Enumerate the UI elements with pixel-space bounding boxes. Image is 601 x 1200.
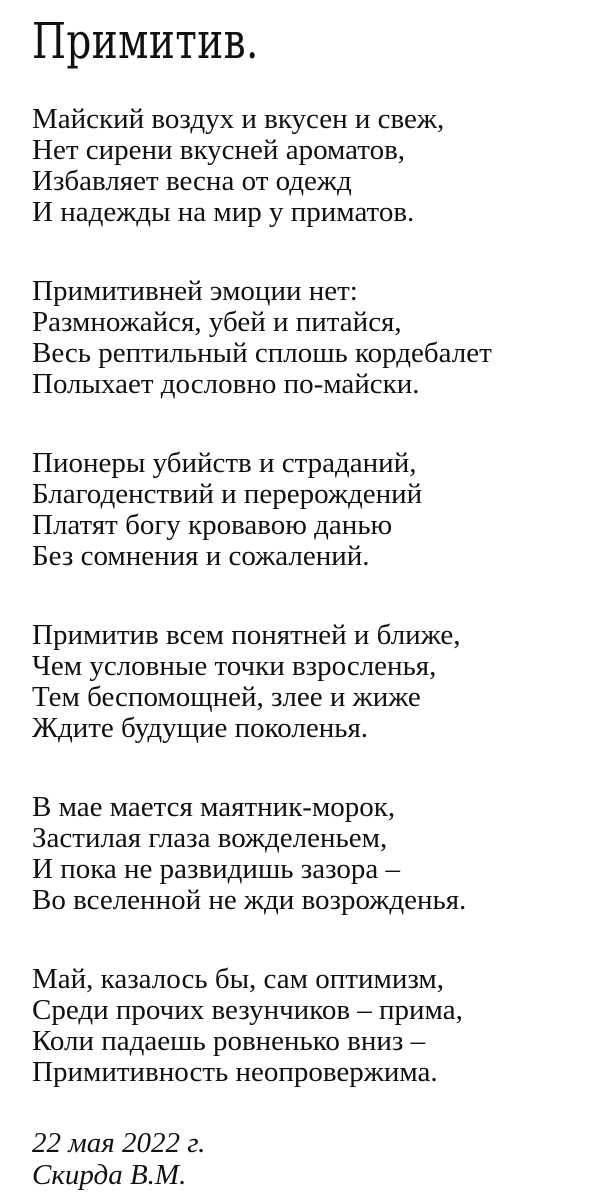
- poem-line: Весь рептильный сплошь кордебалет: [32, 337, 492, 369]
- poem-line: Нет сирени вкусней ароматов,: [32, 134, 406, 166]
- stanza-2: [32, 276, 592, 448]
- poem-line: Тем беспомощней, злее и жиже: [32, 681, 421, 713]
- signature-block: [32, 1127, 205, 1191]
- poem-line: Май, казалось бы, сам оптимизм,: [32, 963, 444, 995]
- poem-body: [32, 104, 592, 1136]
- poem-line: Примитив всем понятней и ближе,: [32, 619, 461, 651]
- stanza-4: [32, 620, 592, 792]
- poem-line: Полыхает дословно по-майски.: [32, 368, 420, 400]
- poem-line: Благоденствий и перерождений: [32, 478, 423, 510]
- poem-title: Примитив.: [32, 12, 259, 70]
- poem-line: Пионеры убийств и страданий,: [32, 447, 417, 479]
- poem-line: И надежды на мир у приматов.: [32, 196, 415, 228]
- poem-line: Примитивность неопровержима.: [32, 1056, 438, 1088]
- poem-line: Коли падаешь ровненько вниз –: [32, 1025, 426, 1057]
- poem-line: Примитивней эмоции нет:: [32, 275, 358, 307]
- poem-line: Без сомнения и сожалений.: [32, 540, 370, 572]
- poem-line: Во вселенной не жди возрожденья.: [32, 884, 467, 916]
- stanza-5: [32, 792, 592, 964]
- poem-line: Платят богу кровавою данью: [32, 509, 393, 541]
- stanza-3: [32, 448, 592, 620]
- poem-line: Майский воздух и вкусен и свеж,: [32, 103, 445, 135]
- poem-date: 22 мая 2022 г.: [32, 1127, 206, 1159]
- poem-line: Застилая глаза вожделеньем,: [32, 822, 388, 854]
- poem-line: Среди прочих везунчиков – прима,: [32, 994, 463, 1026]
- stanza-6: [32, 964, 592, 1136]
- poem-line: Размножайся, убей и питайся,: [32, 306, 402, 338]
- poem-author: Скирда В.М.: [32, 1159, 187, 1191]
- stanza-1: [32, 104, 592, 276]
- poem-line: В мае мается маятник-морок,: [32, 791, 396, 823]
- poem-line: Ждите будущие поколенья.: [32, 712, 369, 744]
- poem-line: И пока не развидишь зазора –: [32, 853, 400, 885]
- poem-line: Чем условные точки взросленья,: [32, 650, 437, 682]
- poem-line: Избавляет весна от одежд: [32, 165, 352, 197]
